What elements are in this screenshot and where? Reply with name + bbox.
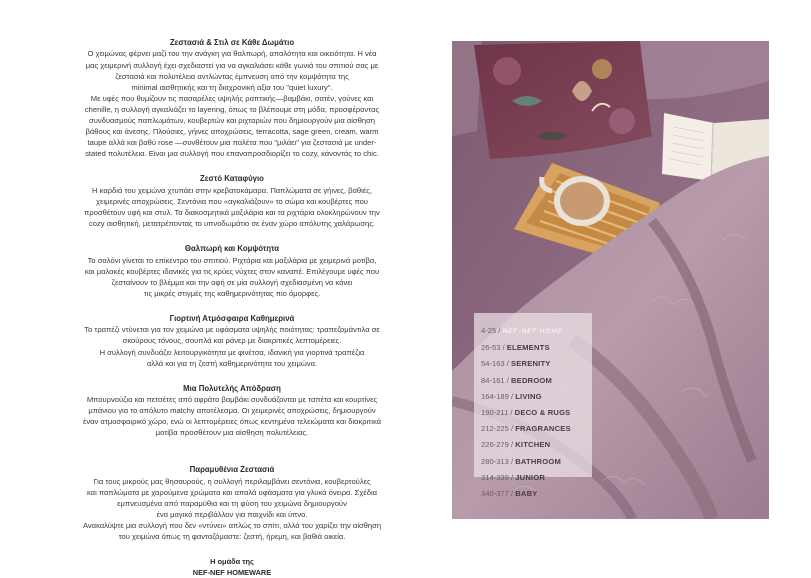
brand-logo-text: NEF-NEF HOME — [502, 328, 564, 335]
toc-item-deco-rugs[interactable] — [481, 405, 592, 421]
text-line: μοτίβα προσθέτουν μια αίσθηση πολυτέλειας. — [155, 428, 309, 438]
page-range: 164-189 / — [481, 391, 514, 401]
section-warmth-style — [40, 37, 424, 159]
toc-item-serenity[interactable] — [481, 356, 592, 372]
signature-brand: NEF-NEF HOMEWARE — [192, 568, 272, 578]
section-name: FRAGRANCES — [515, 424, 571, 434]
text-line: τις μικρές στιγμές της καθημερινότητας πιο όμορφες. — [143, 288, 321, 298]
page-range: 190-211 / — [481, 408, 513, 418]
text-line: χειμερινές αποχρώσεις. Σεντόνια που «αγκαλιάζουν» το σώμα και κουβέρτες που — [96, 196, 368, 206]
section-fairytale-warmth — [40, 464, 424, 542]
text-line: minimal αισθητικής και τη διαχρονική αξία του "quiet luxury". — [131, 82, 333, 92]
text-line: βάθους και άνεσης. Πλούσιες, γήινες αποχρώσεις, terracotta, sage green, cream, warm — [85, 127, 379, 137]
toc-item-living[interactable] — [481, 389, 592, 405]
section-name: KITCHEN — [515, 440, 551, 450]
page-range: 54-163 / — [481, 359, 509, 369]
bedroom-photo — [452, 41, 769, 519]
toc-item-nef-nef-home[interactable] — [481, 323, 592, 340]
text-line: Η καρδιά του χειμώνα χτυπάει στην κρεβατοκάμαρα. Παπλώματα σε γήινες, βαθιές, — [92, 185, 372, 195]
text-line: μπάνιου για το απόλυτο matchy αποτέλεσμα. Οι χειμερινές αποχρώσεις, δημιουργούν — [88, 406, 376, 416]
text-line: Η συλλογή συνδυάζει λειτουργικότητα με φινέτσα, ιδανική για γιορτινά τραπέζια — [99, 347, 365, 357]
toc-item-kitchen[interactable] — [481, 437, 592, 453]
section-name: BEDROOM — [511, 375, 553, 385]
text-line: εμπνευσμένα από παραμύθια και τη φύση του χειμώνα δημιουργούν — [117, 499, 347, 509]
text-line: Ανακαλύψτε μια συλλογή που δεν «ντύνει» απλώς το σπίτι, αλλά του χαρίζει την αίσθηση — [82, 521, 382, 531]
text-line: stated πολυτέλεια. Είναι μια συλλογή που επαναπροσδιορίζει το cozy, κάνοντάς το chic. — [85, 149, 379, 159]
section-body — [40, 255, 424, 299]
section-body — [40, 324, 424, 368]
page-range: 4-25 / — [481, 326, 501, 335]
text-line: σκούρους τόνους, σουπλά και ράνερ με διακριτικές λεπτομέρειες. — [122, 336, 342, 346]
text-line: chenille, η συλλογή αγκαλιάζει το layering, όπως το βλέπουμε στη μόδα, προσφέροντας — [84, 104, 380, 114]
toc-item-bedroom[interactable] — [481, 373, 592, 389]
catalog-table-of-contents — [474, 313, 592, 499]
text-line: συνδυασμούς παπλωμάτων, κουβερτών και ριχταριών που δημιουργούν μια αίσθηση — [89, 115, 375, 125]
section-title: Θαλπωρή και Κομψότητα — [184, 244, 280, 254]
text-line: Το σαλόνι γίνεται το επίκεντρο του σπιτιού. Ριχτάρια και μαξιλάρια με χειμερινά μοτίβα, — [87, 255, 377, 265]
section-warm-refuge — [40, 173, 424, 229]
page-range: 84-161 / — [481, 375, 509, 385]
article-column — [40, 37, 424, 578]
text-line: προσθέτουν υφή και στυλ. Τα διακοσμητικά μαξιλάρια και τα ριχτάρια ολοκληρώνουν την — [84, 207, 380, 217]
page-range: 26-53 / — [481, 343, 505, 353]
text-line: Μπουρνούζια και πετσέτες από αφράτο βαμβάκι συνδυάζονται με ταπέτα και κουρτίνες — [86, 395, 378, 405]
section-title: Παραμυθένια Ζεστασιά — [189, 465, 275, 475]
section-comfort-elegance — [40, 243, 424, 299]
section-title: Ζεστασιά & Στιλ σε Κάθε Δωμάτιο — [169, 38, 295, 47]
section-body — [40, 48, 424, 159]
toc-item-junior[interactable] — [481, 470, 592, 486]
section-body — [40, 476, 424, 543]
section-title: Γιορτινή Ατμόσφαιρα Καθημερινά — [169, 313, 295, 323]
text-line: Με υφές που θυμίζουν τις πασαρέλες υψηλής ραπτικής—βαμβάκι, σατέν, γούνες και — [90, 93, 374, 103]
toc-item-bathroom[interactable] — [481, 454, 592, 470]
section-name: ELEMENTS — [506, 343, 550, 353]
text-line: Ο χειμώνας φέρνει μαζί του την ανάγκη για θαλπωρή, απαλότητα και οικειότητα. Η νέα — [87, 49, 377, 59]
page-range: 314-339 / — [481, 472, 514, 482]
section-name: JUNIOR — [515, 472, 546, 482]
text-line: του χειμώνα όπως τη φανταζόμαστε: ζεστή, ήρεμη, και βαθιά οικεία. — [118, 532, 346, 542]
section-body — [40, 185, 424, 229]
page-range: 212-225 / — [481, 424, 514, 434]
text-line: Το τραπέζι ντύνεται για τον χειμώνα με υφάσματα υψηλής ποιότητας: τραπεζομάντιλα σε — [84, 325, 380, 335]
text-line: και μαλακές κουβέρτες ιδανικές για τις κρύες νύχτες στον καναπέ. Επιλέγουμε υφές που — [84, 266, 380, 276]
text-line: έναν ατμοσφαιρικό χώρο, ενώ οι λεπτομέρειες όπως κεντημένα τελειώματα και διακριτικά — [82, 417, 382, 427]
text-line: μας χειμερινή συλλογή έχει σχεδιαστεί για να αγκαλιάσει κάθε γωνιά του σπιτιού σας με — [85, 60, 379, 70]
section-luxury-escape — [40, 383, 424, 439]
section-name: SERENITY — [511, 359, 551, 369]
text-line: ζεστασιά και πολυτέλεια αντλώντας έμπνευση από την κομψότητα της — [115, 71, 349, 81]
page-range: 340-377 / — [481, 489, 514, 499]
page-range: 280-313 / — [481, 456, 514, 466]
section-title: Μια Πολυτελής Απόδραση — [183, 383, 281, 393]
section-festive-atmosphere — [40, 313, 424, 369]
text-line: Για τους μικρούς μας θησαυρούς, η συλλογή περιλαμβάνει σεντόνια, κουβερτούλες — [93, 476, 371, 486]
page-range: 226-279 / — [481, 440, 514, 450]
toc-item-fragrances[interactable] — [481, 421, 592, 437]
section-name: DECO & RUGS — [514, 408, 571, 418]
signature-line: Η ομάδα της — [210, 557, 254, 567]
section-body — [40, 394, 424, 438]
section-name: BATHROOM — [515, 456, 561, 466]
toc-item-elements[interactable] — [481, 340, 592, 356]
text-line: και παπλώματα με χαρούμενα χρώματα και απαλά υφάσματα για γλυκά όνειρα. Σχέδια — [86, 487, 378, 497]
text-line: cozy αισθητική, μετατρέποντας το υπνοδωμάτιο σε έναν χώρο απόλυτης χαλάρωσης. — [88, 219, 376, 229]
section-title: Ζεστό Καταφύγιο — [200, 174, 264, 184]
section-name: BABY — [515, 489, 538, 499]
text-line: taupe αλλά και βαθύ rose —συνθέτουν μια παλέτα που "μιλάει" για ζεστασιά με under- — [87, 138, 377, 148]
text-line: ένα μαγικό περιβάλλον για παιχνίδι και ύπνο. — [156, 510, 308, 520]
text-line: αλλά και για τη ζεστή καθημερινότητα του χειμώνα. — [146, 358, 318, 368]
section-name: LIVING — [515, 391, 542, 401]
text-line: ζεσταίνουν το βλέμμα και την αφή σε μία συλλογή σχεδιασμένη να κάνει — [111, 277, 353, 287]
toc-item-baby[interactable] — [481, 486, 592, 502]
